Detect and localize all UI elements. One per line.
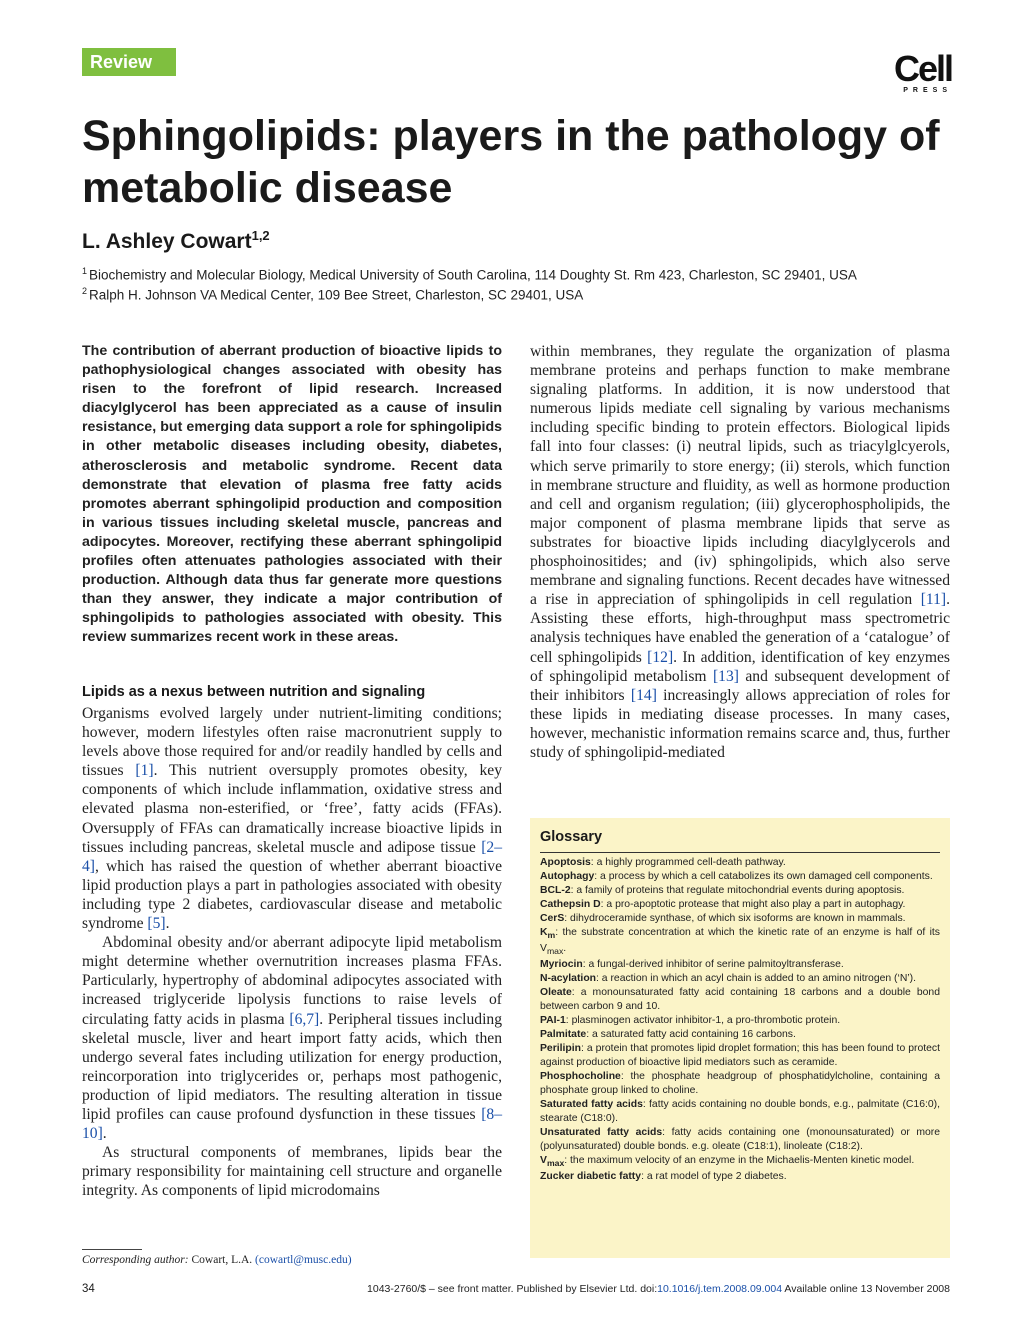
glossary-definition: : fatty acids containing one (monounsaturated) or more (polyunsaturated) double bonds. e.g. oleate (C18:1), linoleate (C18:2). (540, 1127, 940, 1153)
glossary-entry (540, 958, 940, 972)
glossary-definition: : a process by which a cell catabolizes its own damaged cell components. (594, 871, 933, 882)
glossary-definition: : a monounsaturated fatty acid containing 18 carbons and a double bond between carbon 9 and 10. (540, 987, 940, 1013)
corresponding-name: Cowart, L.A. (188, 1254, 256, 1266)
glossary-definition: : a family of proteins that regulate mitochondrial events during apoptosis. (570, 885, 905, 896)
text-run: . (102, 1125, 107, 1143)
glossary-definition: : fatty acids containing no double bonds, e.g., palmitate (C16:0), stearate (C18:0). (540, 1099, 940, 1125)
glossary-term: Palmitate (540, 1029, 587, 1041)
glossary-definition: : a highly programmed cell-death pathway. (590, 857, 786, 868)
text-run: Abdominal obesity and/or aberrant adipocyte lipid metabolism might determine whether overnutrition increases plasma FFAs. Particularly, hypertrophy of abdominal adipocytes associated with increased triglyceride lipolysis functions to raise levels of circulating fatty acids in plasma (82, 934, 502, 1028)
glossary-title: Glossary (540, 829, 603, 845)
glossary-definition: : dihydroceramide synthase, of which six isoforms are known in mammals. (564, 913, 906, 924)
right-column-body (530, 342, 950, 762)
author-affiliation-marks: 1,2 (251, 228, 270, 243)
glossary-entry (540, 986, 940, 1014)
abstract: The contribution of aberrant production of bioactive lipids to pathophysiological changes associated with obesity has risen to the forefront of lipid research. Increased diacylglycerol has been appreciated as a cause of insulin resistance, but emerging data support a role for sphingolipids in other metabolic diseases including obesity, diabetes, atherosclerosis and metabolic syndrome. Recent data demonstrate that elevation of plasma free fatty acids promotes aberrant sphingolipid production and composition in various tissues including skeletal muscle, pancreas and adipocytes. Moreover, rectifying these aberrant sphingolipid profiles often attenuates pathologies associated with their production. Although data thus far generate more questions than they answer, they indicate a major contribution of sphingolipids to pathologies associated with obesity. This review summarizes recent work in these areas. (82, 343, 502, 646)
corresponding-label: Corresponding author: (82, 1254, 189, 1266)
cell-press-logo (886, 48, 952, 96)
glossary-definition: : a rat model of type 2 diabetes. (641, 1171, 787, 1183)
text-run: within membranes, they regulate the organization of plasma membrane proteins and perhaps function to make membrane signaling platforms. In addition, it is now understood that numerous lipids mediate cell signaling by various mechanisms including specific binding to protein effectors. Biological lipids fall into four classes: (i) neutral lipids, such as triacylglcyerols, which serve primarily to store energy; (ii) sterols, which function in membrane structure and fluidity, as well as hormone production and cell and organism regulation; (iii) glycerophospholipids, the major component of plasma membrane lipids that serve as substrates for bioactive lipids including diacylglycerols and phosphoinositides; and (iv) sphingolipids, which also serve membrane and signaling functions. Recent decades have witnessed a rise in appreciation of sphingolipids in cell regulation (530, 343, 950, 609)
glossary-term: BCL-2 (540, 885, 571, 896)
citation-link[interactable]: [5] (147, 915, 166, 933)
logo-word: Cell (893, 48, 952, 89)
glossary-entry (540, 884, 940, 898)
text-run: . (165, 915, 170, 933)
glossary-term: Zucker diabetic fatty (540, 1171, 642, 1183)
corresponding-email-link[interactable]: (cowartl@musc.edu) (255, 1254, 352, 1266)
corresponding-author-note (82, 1254, 352, 1266)
citation-link[interactable]: [8–10] (82, 1105, 502, 1143)
glossary-definition: : the substrate concentration at which the kinetic rate of an enzyme is half of its V (540, 927, 940, 955)
glossary-definition: : a saturated fatty acid containing 16 carbons. (586, 1029, 796, 1041)
glossary-term: Oleate (540, 987, 572, 999)
glossary-definition: : a reaction in which an acyl chain is added to an amino nitrogen (‘N’). (596, 973, 916, 985)
glossary-entry (540, 1170, 940, 1184)
glossary-term: Myriocin (540, 959, 583, 971)
glossary-list (540, 856, 940, 1184)
glossary-term: Autophagy (540, 871, 595, 882)
section-heading: Lipids as a nexus between nutrition and signaling (82, 684, 426, 700)
doi-link[interactable]: 10.1016/j.tem.2008.09.004 (657, 1283, 783, 1295)
text-run: increasingly allows appreciation of roles for these lipids in mediating disease processes. In many cases, however, mechanistic information remains scarce and, thus, further study of sphingolipid-mediated (530, 686, 950, 761)
glossary-entry (540, 972, 940, 986)
glossary-term: CerS (540, 913, 565, 924)
text-run: . In addition, identification of key enzymes of sphingolipid metabolism (530, 648, 951, 685)
glossary-term: Unsaturated fatty acids (540, 1127, 663, 1139)
citation-link[interactable]: [1] (135, 762, 154, 780)
journal-info-line (367, 1283, 950, 1295)
logo-press: PRESS (903, 87, 952, 94)
glossary-entry (540, 1098, 940, 1126)
glossary-entry (540, 1070, 940, 1098)
glossary-definition: : the maximum velocity of an enzyme in the Michaelis-Menten kinetic model. (564, 1155, 915, 1167)
citation-link[interactable]: [12] (647, 648, 674, 666)
glossary-term: N-acylation (540, 973, 597, 985)
body-paragraph (530, 342, 950, 762)
available-online: Available online 13 November 2008 (782, 1283, 950, 1295)
glossary-term: Phosphocholine (540, 1071, 621, 1083)
body-paragraph (82, 933, 502, 1143)
body-paragraph (82, 1143, 502, 1200)
glossary-entry (540, 1014, 940, 1028)
citation-link[interactable]: [2–4] (82, 838, 502, 875)
glossary-entry (540, 1126, 940, 1154)
author-name: L. Ashley Cowart (82, 230, 252, 253)
glossary-definition: : a fungal-derived inhibitor of serine palmitoyltransferase. (582, 959, 844, 971)
footnote-divider (82, 1249, 142, 1250)
text-run: As structural components of membranes, lipids bear the primary responsibility for maintaining cell structure and organelle integrity. As components of lipid microdomains (82, 1144, 502, 1200)
glossary-entry (540, 1028, 940, 1042)
glossary-term: Cathepsin D (540, 899, 601, 910)
affiliation-number: 2 (82, 286, 88, 296)
left-column-body (82, 704, 502, 1200)
section-label: Review (90, 52, 153, 72)
glossary-term: PAI-1 (540, 1015, 566, 1027)
glossary-divider (540, 852, 940, 853)
glossary-definition: : plasminogen activator inhibitor-1, a pro-thrombotic protein. (565, 1015, 841, 1027)
glossary-definition-subscript: max (546, 946, 564, 957)
section-badge (82, 48, 176, 76)
glossary-entry (540, 912, 940, 926)
glossary-definition: : the phosphate headgroup of phosphatidylcholine, containing a phosphate group linked to choline. (540, 1071, 940, 1097)
glossary-entry (540, 1042, 940, 1070)
glossary-term-subscript: m (547, 930, 556, 941)
text-run: and subsequent development of their inhibitors (530, 667, 950, 704)
glossary-term: Saturated fatty acids (540, 1099, 643, 1111)
text-run: Organisms evolved largely under nutrient-limiting conditions; however, modern lifestyles often raise macronutrient supply to levels above those required for and/or readily handled by cells and tissues (82, 705, 502, 780)
affiliation-text: Biochemistry and Molecular Biology, Medical University of South Carolina, 114 Doughty St. Rm 423, Charleston, SC 29401, USA (89, 267, 857, 283)
glossary-term-subscript: max (546, 1158, 565, 1169)
author-line (82, 228, 270, 254)
glossary-entry (540, 1154, 940, 1170)
journal-prefix: 1043-2760/$ – see front matter. Published by Elsevier Ltd. doi: (367, 1283, 658, 1295)
text-run: . Assisting these efforts, high-throughput mass spectrometric analysis techniques have enabled the generation of a ‘catalogue’ of cell sphingolipids (530, 591, 950, 666)
body-paragraph (82, 704, 502, 933)
page-number: 34 (82, 1283, 95, 1295)
text-run: . This nutrient oversupply promotes obesity, key components of which include inflammation, oxidative stress and elevated plasma non-esterified, or ‘free’, fatty acids (FFAs). Oversupply of FFAs can dramatically increase bioactive lipids in tissues including pancreas, skeletal muscle and adipose tissue (82, 762, 502, 856)
affiliation-text: Ralph H. Johnson VA Medical Center, 109 Bee Street, Charleston, SC 29401, USA (89, 287, 584, 303)
citation-link[interactable]: [13] (712, 667, 739, 685)
glossary-entry (540, 926, 940, 958)
affiliation-2 (82, 286, 583, 303)
glossary-box (530, 818, 950, 1258)
glossary-term: Perilipin (540, 1043, 581, 1055)
glossary-definition-end: . (563, 943, 567, 955)
glossary-entry (540, 870, 940, 884)
glossary-term: K (540, 927, 548, 938)
glossary-definition: : a protein that promotes lipid droplet formation; this has been found to protect against production of bioactive lipid mediators such as ceramide. (540, 1043, 940, 1069)
text-run: , which has raised the question of whether aberrant bioactive lipid production plays a part in pathologies associated with obesity including type 2 diabetes, cardiovascular disease and metabolic syndrome (82, 857, 502, 933)
glossary-entry (540, 898, 940, 912)
citation-link[interactable]: [11] (920, 591, 947, 609)
text-run: . Peripheral tissues including skeletal muscle, liver and heart import fatty acids, which then undergo several fates including utilization for energy production, reincorporation into triglycerides or, perhaps most pathogenic, production of lipid mediators. The resulting alteration in tissue lipid profiles can cause profound dysfunction in these tissues (82, 1010, 502, 1123)
glossary-term: V (540, 1155, 547, 1167)
article-title: Sphingolipids: players in the pathology of metabolic disease (82, 112, 940, 212)
affiliation-1 (82, 266, 857, 283)
citation-link[interactable]: [6,7] (289, 1010, 320, 1028)
affiliation-number: 1 (82, 266, 88, 276)
glossary-definition: : a pro-apoptotic protease that might also play a part in autophagy. (600, 899, 906, 910)
glossary-entry (540, 856, 940, 870)
citation-link[interactable]: [14] (630, 686, 657, 704)
glossary-term: Apoptosis (540, 857, 591, 868)
